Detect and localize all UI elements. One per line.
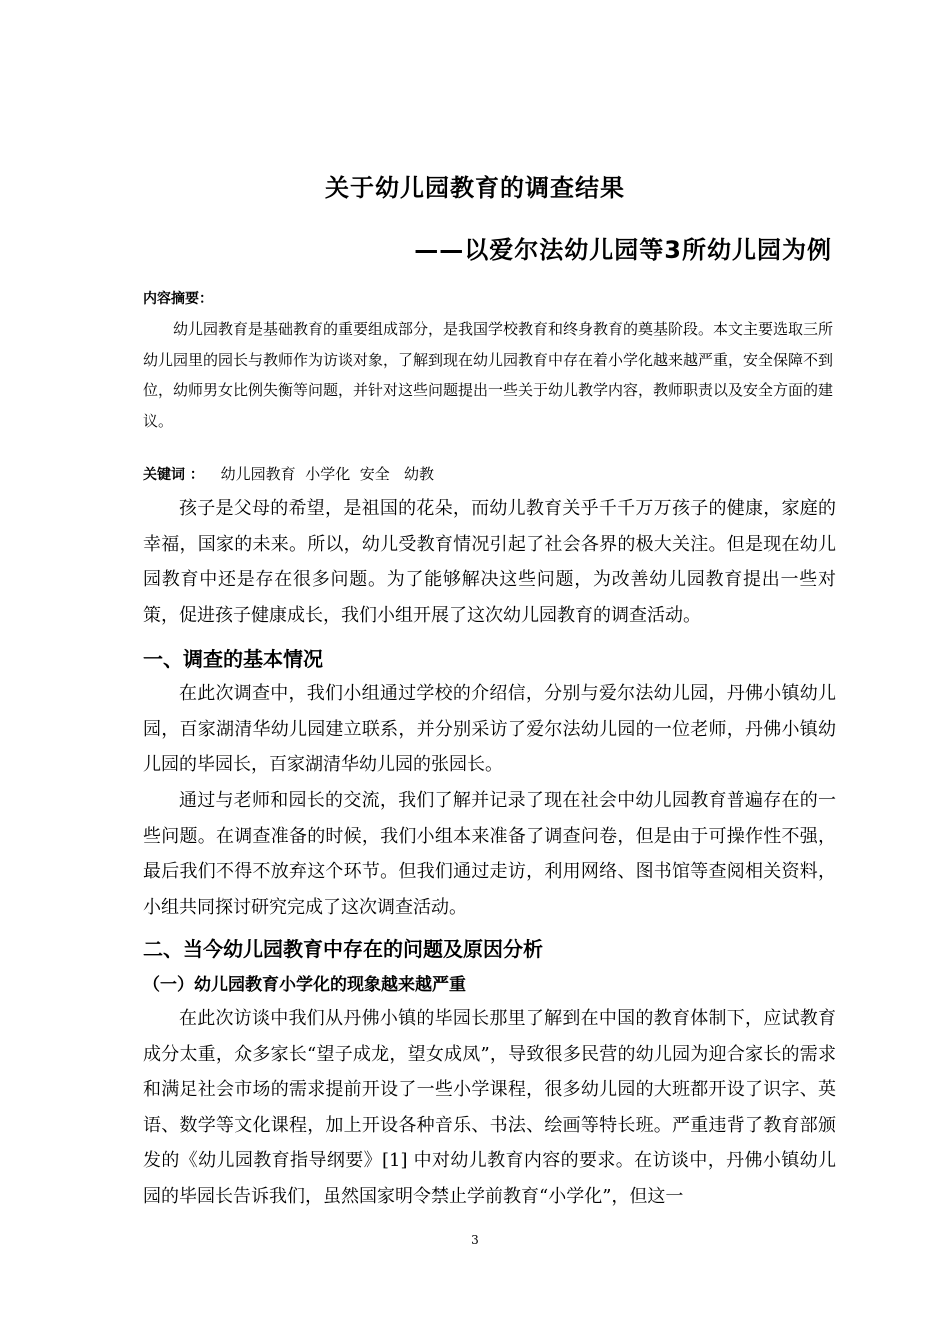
keywords-line — [143, 463, 434, 484]
abstract-label: 内容摘要： — [143, 291, 213, 307]
document-title: 关于幼儿园教育的调查结果 — [325, 174, 625, 202]
abstract-text: 幼儿园教育是基础教育的重要组成部分，是我国学校教育和终身教育的奠基阶段。本文主要选取三所幼儿园里的园长与教师作为访谈对象，了解到现在幼儿园教育中存在着小学化越来越严重，安全保障不到位，幼师男女比例失衡等问题，并针对这些问题提出一些关于幼儿教学内容，教师职责以及安全方面的建议。 — [143, 320, 834, 430]
section-2-subheading-1: （一）幼儿园教育小学化的现象越来越严重 — [143, 975, 466, 995]
section-1-heading: 一、调查的基本情况 — [143, 647, 323, 671]
keywords-list: 幼儿园教育 小学化 安全 幼教 — [220, 465, 435, 483]
keywords-label: 关键词 ： — [143, 467, 204, 483]
intro-paragraph: 孩子是父母的希望，是祖国的花朵，而幼儿教育关乎千千万万孩子的健康，家庭的幸福，国家的未来。所以，幼儿受教育情况引起了社会各界的极大关注。但是现在幼儿园教育中还是存在很多问题。为了能够解决这些问题，为改善幼儿园教育提出一些对策，促进孩子健康成长，我们小组开展了这次幼儿园教育的调查活动。 — [143, 498, 836, 626]
section-1-paragraph-2: 通过与老师和园长的交流，我们了解并记录了现在社会中幼儿园教育普遍存在的一些问题。在调查准备的时候，我们小组本来准备了调查问卷，但是由于可操作性不强，最后我们不得不放弃这个环节。但我们通过走访，利用网络、图书馆等查阅相关资料，小组共同探讨研究完成了这次调查活动。 — [143, 790, 836, 918]
section-1-paragraph-1: 在此次调查中，我们小组通过学校的介绍信，分别与爱尔法幼儿园，丹佛小镇幼儿园，百家湖清华幼儿园建立联系，并分别采访了爱尔法幼儿园的一位老师，丹佛小镇幼儿园的毕园长，百家湖清华幼儿园的张园长。 — [143, 683, 836, 775]
document-subtitle: ——以爱尔法幼儿园等3所幼儿园为例 — [414, 236, 832, 264]
page-number: 3 — [471, 1233, 479, 1247]
section-2-heading: 二、当今幼儿园教育中存在的问题及原因分析 — [143, 937, 543, 961]
section-2-paragraph-1: 在此次访谈中我们从丹佛小镇的毕园长那里了解到在中国的教育体制下，应试教育成分太重，众多家长“望子成龙，望女成凤”，导致很多民营的幼儿园为迎合家长的需求和满足社会市场的需求提前开设了一些小学课程，很多幼儿园的大班都开设了识字、英语、数学等文化课程，加上开设各种音乐、书法、绘画等特长班。严重违背了教育部颁发的《幼儿园教育指导纲要》[1] 中对幼儿教育内容的要求。在访谈中，丹佛小镇幼儿园的毕园长告诉我们，虽然国家明令禁止学前教育“小学化”，但这一 — [143, 1008, 836, 1207]
